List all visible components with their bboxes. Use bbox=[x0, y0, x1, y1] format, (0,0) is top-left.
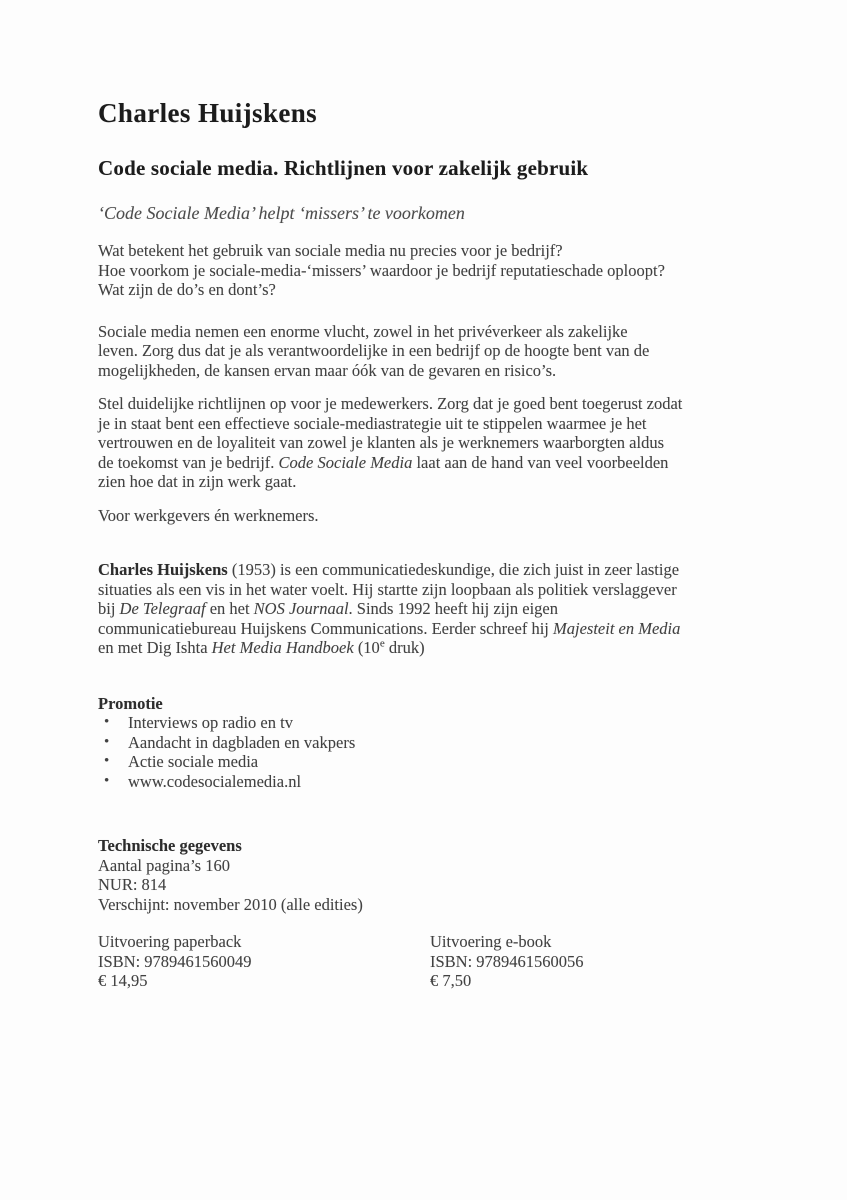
bio-line-1b: (1953) is een communicatiedeskundige, die zich juist in zeer lastige bbox=[227, 560, 680, 579]
intro-line-2: Hoe voorkom je sociale-media-‘missers’ waardoor je bedrijf reputatieschade oploopt? bbox=[98, 260, 665, 280]
richt-line-3: vertrouwen en de loyaliteit van zowel je klanten als je werknemers waarborgten aldus bbox=[98, 433, 664, 452]
vlucht-line-3: mogelijkheden, de kansen ervan maar óók van de gevaren en risico’s. bbox=[98, 360, 557, 380]
editions-columns bbox=[98, 932, 769, 991]
paragraph-sociale-media bbox=[98, 322, 769, 381]
intro-questions bbox=[98, 241, 769, 300]
promo-item-label: Aandacht in dagbladen en vakpers bbox=[128, 732, 356, 752]
bio-author-name: Charles Huijskens bbox=[98, 560, 228, 579]
tech-nur: NUR: 814 bbox=[98, 875, 167, 894]
audience-line: Voor werkgevers én werknemers. bbox=[98, 505, 319, 525]
bio-media-handboek: Het Media Handboek bbox=[211, 638, 354, 657]
bio-line-5a: en met Dig Ishta bbox=[98, 638, 212, 657]
bio-line-3e: . Sinds 1992 heeft hij zijn eigen bbox=[348, 599, 558, 618]
list-item bbox=[98, 713, 769, 733]
bullet-icon: • bbox=[104, 714, 110, 730]
bio-telegraaf: De Telegraaf bbox=[119, 599, 206, 618]
vlucht-line-2: leven. Zorg dus dat je als verantwoordelijke in een bedrijf op de hoogte bent van de bbox=[98, 341, 650, 360]
richt-line-4c: laat aan de hand van veel voorbeelden bbox=[412, 452, 669, 472]
edition-price: € 14,95 bbox=[98, 971, 148, 990]
bio-superscript-e: e bbox=[379, 637, 385, 650]
book-title: Code sociale media. Richtlijnen voor zakelijk gebruik bbox=[98, 156, 589, 180]
promo-item-label: Interviews op radio en tv bbox=[128, 713, 293, 732]
bio-majesteit-en-media: Majesteit en Media bbox=[553, 618, 681, 638]
bio-line-5e: druk) bbox=[384, 638, 425, 657]
richt-line-1: Stel duidelijke richtlijnen op voor je medewerkers. Zorg dat je goed bent toegerust zodat bbox=[98, 394, 683, 413]
edition-label: Uitvoering e-book bbox=[430, 932, 552, 951]
bullet-icon: • bbox=[104, 753, 110, 769]
richt-line-4-booktitle: Code Sociale Media bbox=[278, 452, 413, 472]
list-item bbox=[98, 752, 769, 772]
bio-line-3a: bij bbox=[98, 599, 120, 618]
promo-list bbox=[98, 713, 769, 791]
promo-heading: Promotie bbox=[98, 693, 163, 713]
tech-release: Verschijnt: november 2010 (alle edities) bbox=[98, 894, 363, 914]
edition-isbn: ISBN: 9789461560056 bbox=[430, 951, 584, 971]
edition-label: Uitvoering paperback bbox=[98, 932, 242, 951]
bio-line-5c: (10 bbox=[353, 638, 380, 657]
richt-line-4a: de toekomst van je bedrijf. bbox=[98, 452, 279, 472]
intro-line-3: Wat zijn de do’s en dont’s? bbox=[98, 280, 276, 299]
author-bio bbox=[98, 560, 769, 658]
list-item bbox=[98, 772, 769, 792]
edition-ebook bbox=[430, 932, 769, 991]
tech-heading: Technische gegevens bbox=[98, 836, 242, 855]
paragraph-richtlijnen bbox=[98, 394, 769, 492]
book-tagline: ‘Code Sociale Media’ helpt ‘missers’ te voorkomen bbox=[98, 203, 465, 223]
richt-line-5: zien hoe dat in zijn werk gaat. bbox=[98, 472, 297, 491]
bio-line-4a: communicatiebureau Huijskens Communications. Eerder schreef hij bbox=[98, 618, 553, 638]
author-name: Charles Huijskens bbox=[98, 98, 318, 128]
promo-item-website: www.codesocialemedia.nl bbox=[128, 771, 302, 791]
edition-isbn: ISBN: 9789461560049 bbox=[98, 951, 252, 971]
richt-line-2: je in staat bent een effectieve sociale-mediastrategie uit te stippelen waarmee je het bbox=[98, 413, 647, 433]
promo-item-label: Actie sociale media bbox=[128, 752, 259, 771]
intro-line-1: Wat betekent het gebruik van sociale media nu precies voor je bedrijf? bbox=[98, 241, 563, 260]
list-item bbox=[98, 733, 769, 753]
bio-line-3c: en het bbox=[205, 599, 254, 618]
tech-pages: Aantal pagina’s 160 bbox=[98, 855, 230, 875]
bullet-icon: • bbox=[104, 772, 110, 789]
edition-price: € 7,50 bbox=[430, 971, 472, 990]
bio-line-2: situaties als een vis in het water voelt. Hij startte zijn loopbaan als politiek verslaggever bbox=[98, 579, 677, 599]
edition-paperback bbox=[98, 932, 430, 991]
bullet-icon: • bbox=[104, 733, 110, 750]
vlucht-line-1: Sociale media nemen een enorme vlucht, zowel in het privéverkeer als zakelijke bbox=[98, 321, 628, 341]
bio-nos-journaal: NOS Journaal bbox=[253, 599, 349, 618]
